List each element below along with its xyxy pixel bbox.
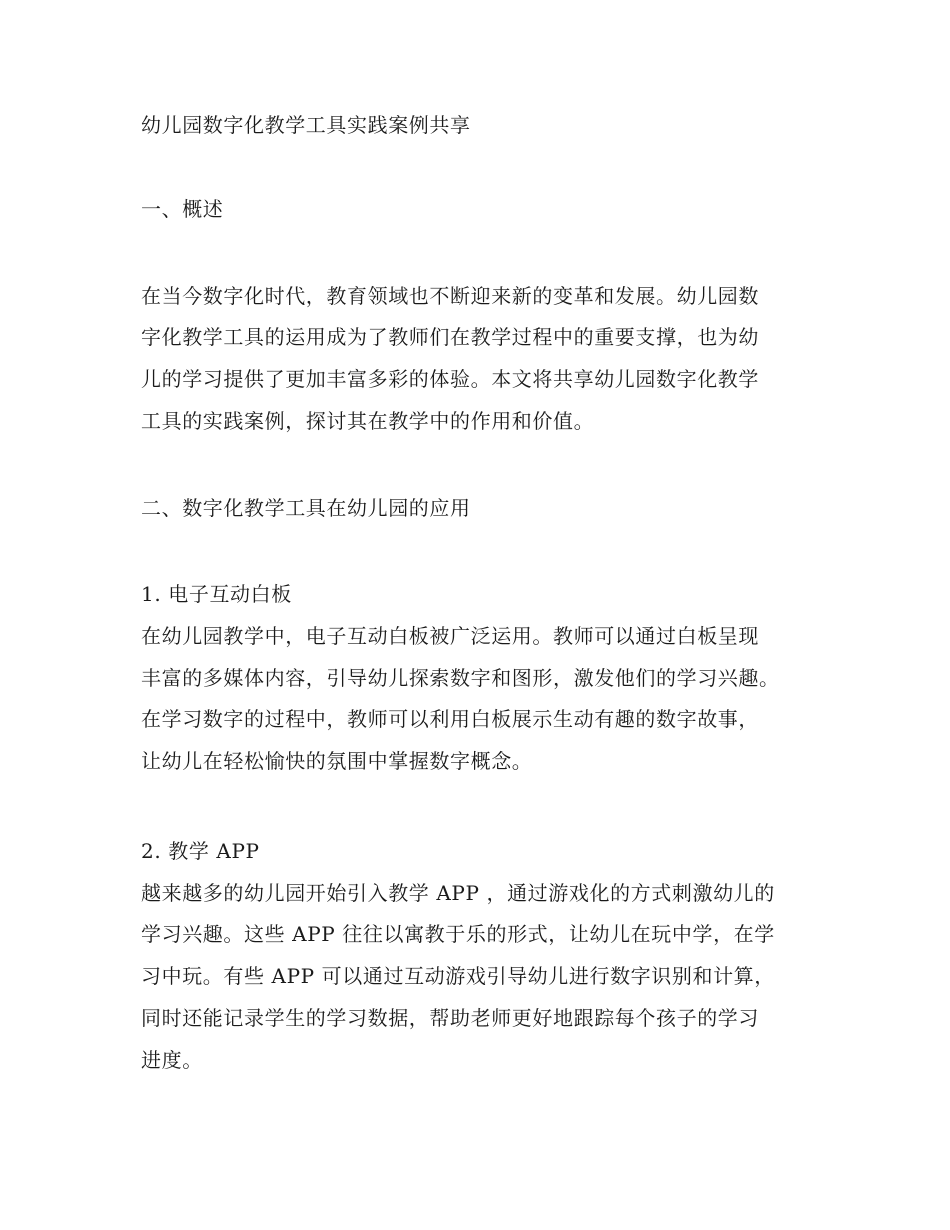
app-line: 越来越多的幼儿园开始引入教学 APP ，通过游戏化的方式刺激幼儿的 bbox=[141, 881, 775, 905]
app-line: 学习兴趣。这些 APP 往往以寓教于乐的形式，让幼儿在玩中学，在学 bbox=[141, 922, 775, 946]
whiteboard-line: 让幼儿在轻松愉快的氛围中掌握数字概念。 bbox=[141, 749, 533, 773]
whiteboard-line: 在幼儿园教学中，电子互动白板被广泛运用。教师可以通过白板呈现 bbox=[141, 624, 759, 648]
app-line: 同时还能记录学生的学习数据，帮助老师更好地跟踪每个孩子的学习 bbox=[141, 1006, 759, 1030]
overview-line: 在当今数字化时代，教育领域也不断迎来新的变革和发展。幼儿园数 bbox=[141, 284, 759, 308]
overview-line: 字化教学工具的运用成为了教师们在教学过程中的重要支撑，也为幼 bbox=[141, 325, 759, 349]
item-heading-whiteboard: 1. 电子互动白板 bbox=[141, 582, 292, 606]
whiteboard-line: 在学习数字的过程中，教师可以利用白板展示生动有趣的数字故事， bbox=[141, 707, 759, 731]
item-heading-app: 2. 教学 APP bbox=[141, 839, 260, 863]
section-heading-applications: 二、数字化教学工具在幼儿园的应用 bbox=[141, 496, 471, 520]
whiteboard-line: 丰富的多媒体内容，引导幼儿探索数字和图形，激发他们的学习兴趣。 bbox=[141, 666, 780, 690]
overview-line: 儿的学习提供了更加丰富多彩的体验。本文将共享幼儿园数字化教学 bbox=[141, 367, 759, 391]
section-heading-overview: 一、概述 bbox=[141, 197, 224, 221]
document-title: 幼儿园数字化教学工具实践案例共享 bbox=[141, 113, 471, 137]
app-line: 习中玩。有些 APP 可以通过互动游戏引导幼儿进行数字识别和计算， bbox=[141, 964, 775, 988]
app-line: 进度。 bbox=[141, 1048, 203, 1072]
overview-line: 工具的实践案例，探讨其在教学中的作用和价值。 bbox=[141, 409, 595, 433]
